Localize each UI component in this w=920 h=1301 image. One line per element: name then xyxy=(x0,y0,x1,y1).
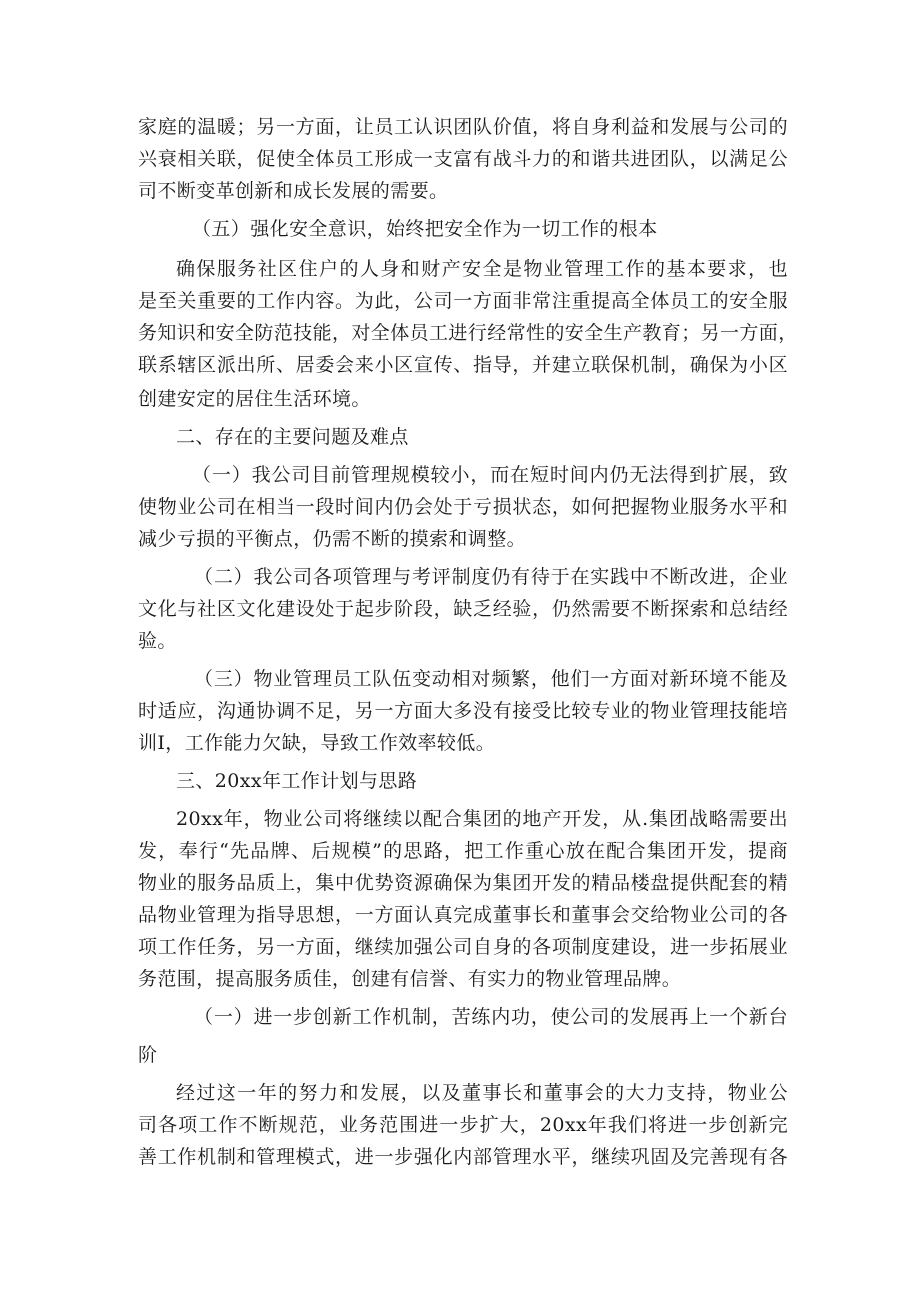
text-line-14: （二）我公司各项管理与考评制度仍有待于在实践中不断改进，企业 xyxy=(194,566,788,588)
text-line-24: 品物业管理为指导思想，一方面认真完成董事长和董事会交给物业公司的各 xyxy=(138,904,788,926)
text-line-23: 物业的服务品质上，集中优势资源确保为集团开发的精品楼盘提供配套的精 xyxy=(138,872,788,894)
section-heading-2: 二、存在的主要问题及难点 xyxy=(176,426,409,448)
text-line-9: 创建安定的居住生活环境。 xyxy=(138,388,371,410)
text-line-18: 时适应，沟通协调不足，另一方面大多没有接受比较专业的物业管理技能培 xyxy=(138,700,788,722)
subsection-heading-1: （一）进一步创新工作机制，苦练内功，使公司的发展再上一个新台 xyxy=(194,1006,788,1028)
text-line-11: （一）我公司目前管理规模较小，而在短时间内仍无法得到扩展，致 xyxy=(192,464,788,486)
text-line-12: 使物业公司在相当一段时间内仍会处于亏损状态，如何把握物业服务水平和 xyxy=(138,496,788,518)
text-line-7: 务知识和安全防范技能，对全体员工进行经常性的安全生产教育；另一方面， xyxy=(138,322,798,344)
text-line-26: 务范围，提高服务质佳，创建有信誉、有实力的物业管理品牌。 xyxy=(138,968,682,990)
text-line-21: 20xx年，物业公司将继续以配合集团的地产开发，从.集团战略需要出 xyxy=(176,808,788,830)
text-line-1: 家庭的温暖；另一方面，让员工认识团队价值，将自身利益和发展与公司的 xyxy=(138,116,788,138)
text-line-30: 司各项工作不断规范，业务范围进一步扩大，20xx年我们将进一步创新完 xyxy=(138,1114,788,1136)
text-line-13: 减少亏损的平衡点，仍需不断的摸索和调整。 xyxy=(138,528,527,550)
text-line-22: 发，奉行“先品牌、后规模”的思路，把工作重心放在配合集团开发，提商 xyxy=(138,840,788,862)
text-line-31: 善工作机制和管理模式，进一步强化内部管理水平，继续巩固及完善现有各 xyxy=(138,1146,788,1168)
section-heading-3: 三、20xx年工作计划与思路 xyxy=(176,770,418,792)
text-line-17: （三）物业管理员工队伍变动相对频繁，他们一方面对新环境不能及 xyxy=(194,668,788,690)
text-line-8: 联系辖区派出所、居委会来小区宣传、指导，并建立联保机制，确保为小区 xyxy=(138,354,788,376)
text-line-25: 项工作任务，另一方面，继续加强公司自身的各项制度建设，进一步拓展业 xyxy=(138,936,788,958)
text-line-15: 文化与社区文化建设处于起步阶段，缺乏经验，仍然需要不断探索和总结经 xyxy=(138,598,788,620)
text-line-29: 经过这一年的努力和发展，以及董事长和董事会的大力支持，物业公 xyxy=(176,1082,788,1104)
subsection-heading-1-cont: 阶 xyxy=(138,1044,158,1066)
text-line-3: 司不断变革创新和成长发展的需要。 xyxy=(138,180,449,202)
text-line-6: 是至关重要的工作内容。为此，公司一方面非常注重提高全体员工的安全服 xyxy=(138,290,788,312)
text-line-2: 兴衰相关联，促使全体员工形成一支富有战斗力的和谐共进团队，以满足公 xyxy=(138,148,788,170)
text-line-19: 训I，工作能力欠缺，导致工作效率较低。 xyxy=(138,732,496,754)
text-line-16: 验。 xyxy=(138,630,177,652)
section-heading-5: （五）强化安全意识，始终把安全作为一切工作的根本 xyxy=(192,218,658,240)
text-line-5: 确保服务社区住户的人身和财产安全是物业管理工作的基本要求，也 xyxy=(176,258,788,280)
